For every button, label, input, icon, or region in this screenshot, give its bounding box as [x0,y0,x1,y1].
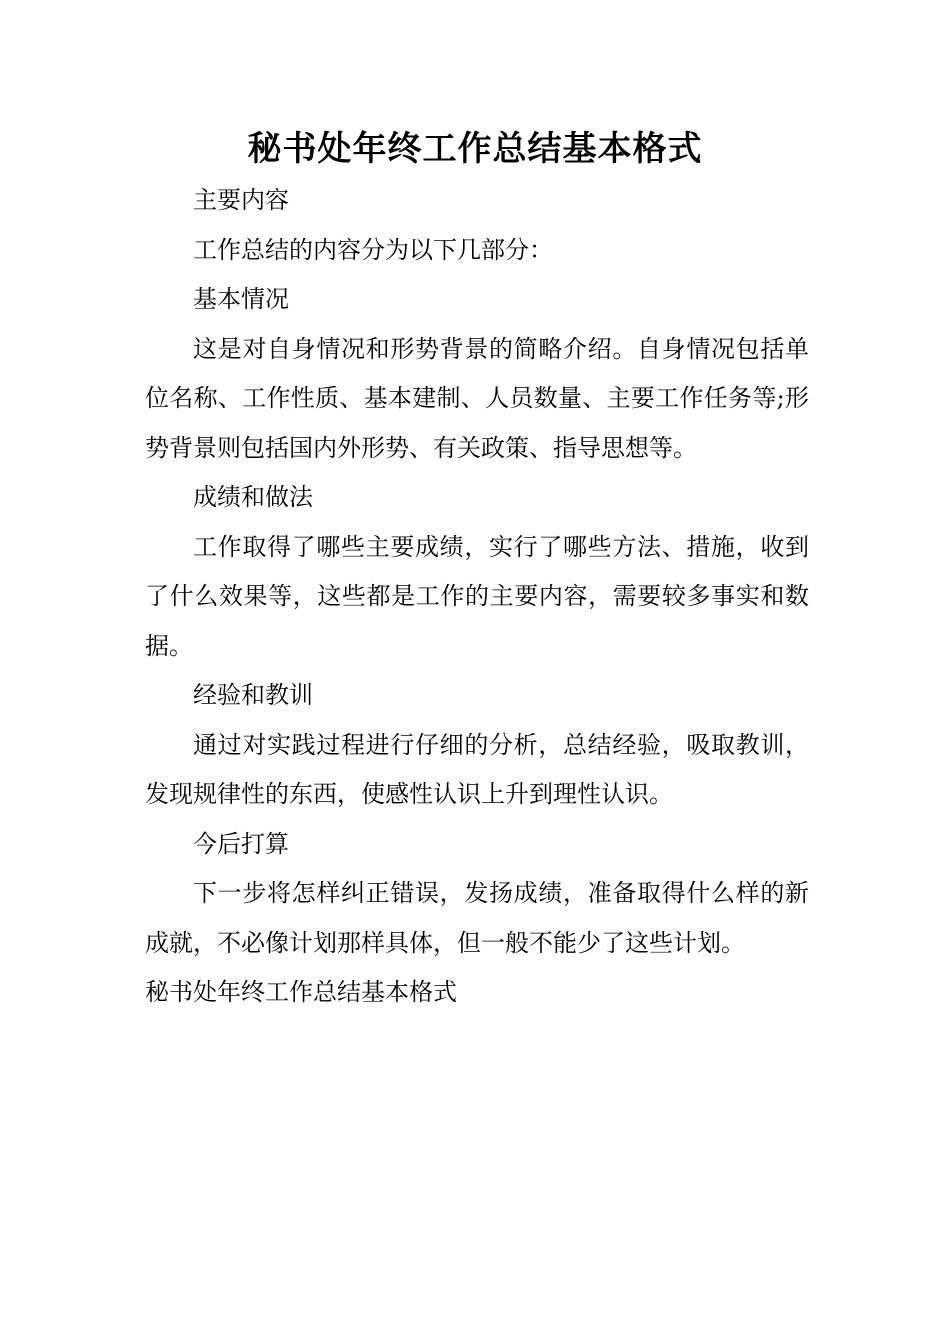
paragraph-achievements: 工作取得了哪些主要成绩，实行了哪些方法、措施，收到了什么效果等，这些都是工作的主要内容，需要较多事实和数据。 [145,532,809,660]
paragraph-basic-situation: 这是对自身情况和形势背景的简略介绍。自身情况包括单位名称、工作性质、基本建制、人员数量、主要工作任务等;形势背景则包括国内外形势、有关政策、指导思想等。 [145,334,809,462]
paragraph-future-plans: 下一步将怎样纠正错误，发扬成绩，准备取得什么样的新成就，不必像计划那样具体，但一般不能少了这些计划。 [145,879,809,957]
section-heading-basic-situation: 基本情况 [193,285,289,313]
section-heading-future-plans: 今后打算 [193,829,289,858]
section-heading-achievements: 成绩和做法 [193,483,313,511]
document-body [145,176,809,1018]
section-heading-main-content: 主要内容 [193,186,289,214]
document-title: 秘书处年终工作总结基本格式 [247,129,703,169]
paragraph-lessons: 通过对实践过程进行仔细的分析，总结经验，吸取教训，发现规律性的东西，使感性认识上升到理性认识。 [145,730,809,808]
section-heading-lessons: 经验和教训 [193,681,313,709]
document-footer-title: 秘书处年终工作总结基本格式 [145,978,457,1006]
intro-line: 工作总结的内容分为以下几部分： [193,235,553,264]
